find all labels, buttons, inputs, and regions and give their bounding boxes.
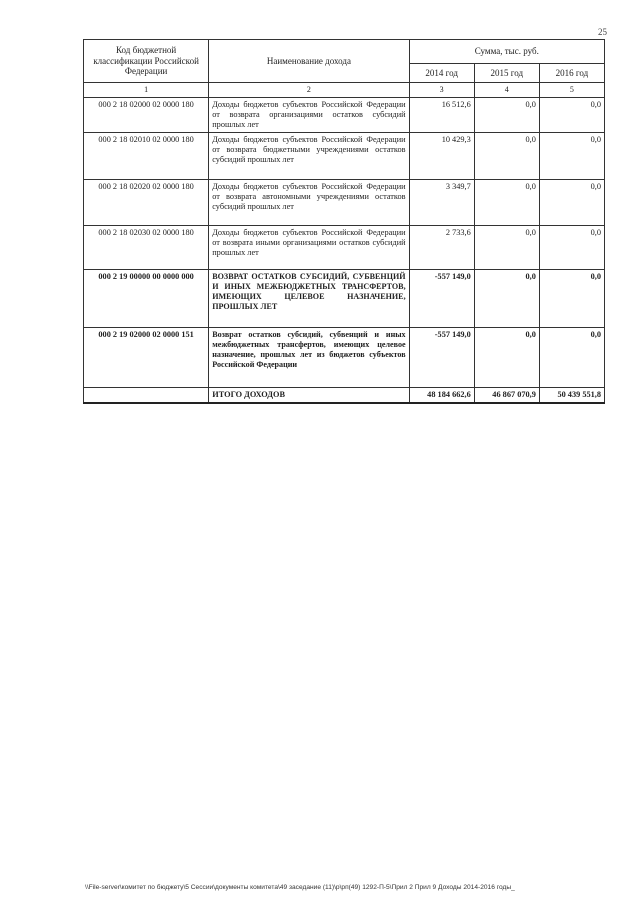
header-year-2014: 2014 год: [409, 64, 474, 83]
row-code: 000 2 18 02030 02 0000 180: [84, 226, 209, 270]
header-code: Код бюджетной классификации Российской Федерации: [84, 40, 209, 83]
row-value-2015: 0,0: [474, 180, 539, 226]
row-code: 000 2 19 02000 02 0000 151: [84, 328, 209, 388]
header-name: Наименование дохода: [209, 40, 409, 83]
table-row: [84, 180, 605, 226]
row-value-2016: 0,0: [539, 180, 604, 226]
row-name: Доходы бюджетов субъектов Российской Федерации от возврата автономными учреждениями остатков субсидий прошлых лет: [209, 180, 409, 226]
row-value-2014: 10 429,3: [409, 133, 474, 180]
row-value-2014: -557 149,0: [409, 328, 474, 388]
row-name: ВОЗВРАТ ОСТАТКОВ СУБСИДИЙ, СУБВЕНЦИЙ И ИНЫХ МЕЖБЮДЖЕТНЫХ ТРАНСФЕРТОВ, ИМЕЮЩИХ ЦЕЛЕВОЕ НАЗНАЧЕНИЕ, ПРОШЛЫХ ЛЕТ: [209, 270, 409, 328]
table-row: [84, 133, 605, 180]
header-year-2016: 2016 год: [539, 64, 604, 83]
row-value-2015: 0,0: [474, 133, 539, 180]
index-cell: 1: [84, 83, 209, 98]
row-value-2016: 0,0: [539, 270, 604, 328]
header-year-2015: 2015 год: [474, 64, 539, 83]
total-row: [84, 388, 605, 404]
row-name: Возврат остатков субсидий, субвенций и иных межбюджетных трансфертов, имеющих целевое назначение, прошлых лет из бюджетов субъектов Российской Федерации: [209, 328, 409, 388]
footer-file-path: \\File-server\комитет по бюджету\5 Сессии\документы комитета\49 заседание (11)\р\рп(49) 1292-П-5\Прил 2 Прил 9 Доходы 2014-2016 годы_: [85, 884, 515, 891]
row-code: 000 2 18 02020 02 0000 180: [84, 180, 209, 226]
row-value-2014: 2 733,6: [409, 226, 474, 270]
total-value-2014: 48 184 662,6: [409, 388, 474, 404]
row-value-2016: 0,0: [539, 97, 604, 132]
row-value-2016: 0,0: [539, 133, 604, 180]
row-value-2016: 0,0: [539, 226, 604, 270]
revenue-table: [83, 39, 605, 404]
table-row: [84, 328, 605, 388]
total-label: ИТОГО ДОХОДОВ: [209, 388, 409, 404]
row-value-2014: 3 349,7: [409, 180, 474, 226]
index-cell: 2: [209, 83, 409, 98]
index-cell: 3: [409, 83, 474, 98]
row-code: 000 2 18 02010 02 0000 180: [84, 133, 209, 180]
row-value-2015: 0,0: [474, 270, 539, 328]
row-name: Доходы бюджетов субъектов Российской Федерации от возврата организациями остатков субсидий прошлых лет: [209, 97, 409, 132]
row-value-2015: 0,0: [474, 226, 539, 270]
row-name: Доходы бюджетов субъектов Российской Федерации от возврата иными организациями остатков субсидий прошлых лет: [209, 226, 409, 270]
index-cell: 4: [474, 83, 539, 98]
row-code: 000 2 18 02000 02 0000 180: [84, 97, 209, 132]
row-code: 000 2 19 00000 00 0000 000: [84, 270, 209, 328]
row-value-2014: 16 512,6: [409, 97, 474, 132]
index-cell: 5: [539, 83, 604, 98]
total-code-cell: [84, 388, 209, 404]
table-row: [84, 97, 605, 132]
total-value-2015: 46 867 070,9: [474, 388, 539, 404]
page-number: 25: [598, 27, 607, 37]
header-sum: Сумма, тыс. руб.: [409, 40, 604, 64]
row-value-2014: -557 149,0: [409, 270, 474, 328]
table-row: [84, 226, 605, 270]
row-value-2015: 0,0: [474, 97, 539, 132]
row-name: Доходы бюджетов субъектов Российской Федерации от возврата бюджетными учреждениями остатков субсидий прошлых лет: [209, 133, 409, 180]
row-value-2015: 0,0: [474, 328, 539, 388]
table-row: [84, 270, 605, 328]
total-value-2016: 50 439 551,8: [539, 388, 604, 404]
row-value-2016: 0,0: [539, 328, 604, 388]
